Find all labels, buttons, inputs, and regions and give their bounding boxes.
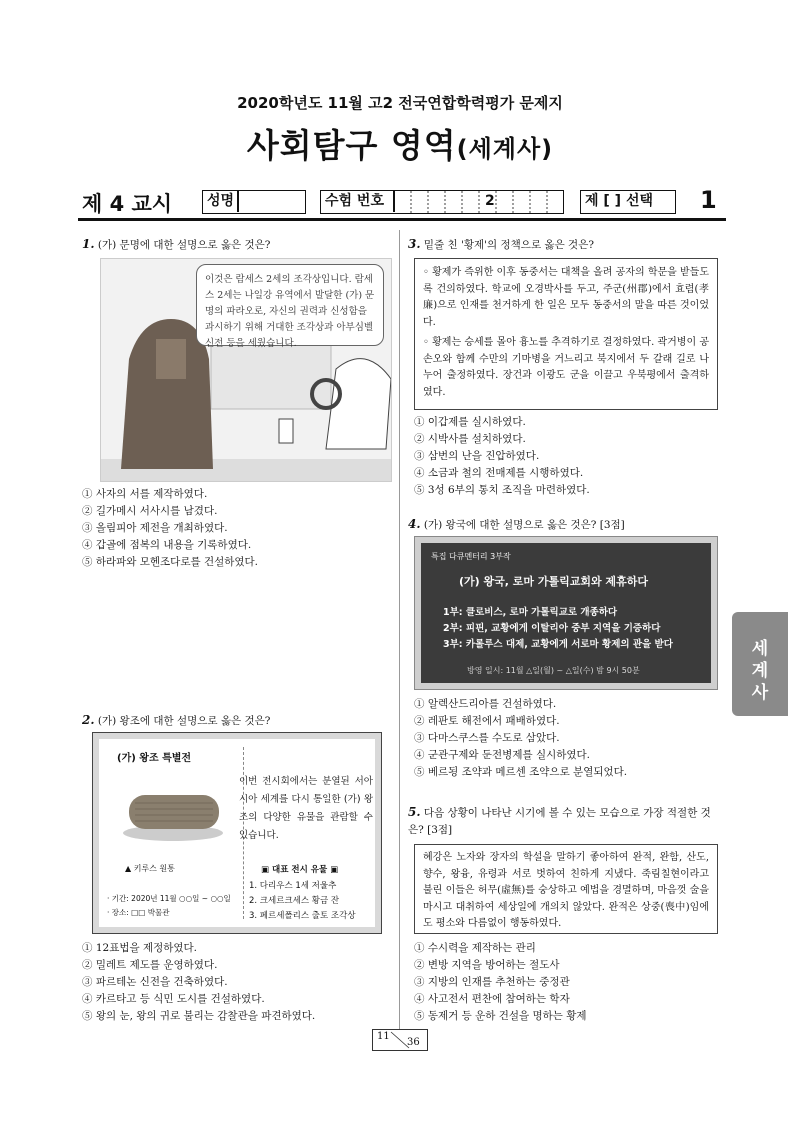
q4-tv-line-2: 2부: 피핀, 교황에게 이탈리아 중부 지역을 기증하다 (443, 623, 661, 634)
q3-options (414, 414, 590, 499)
q4-option-4[interactable]: ④ 군관구제와 둔전병제를 실시하였다. (414, 749, 590, 761)
q4-option-1[interactable]: ① 알렉산드리아를 건설하였다. (414, 698, 557, 710)
q3-option-5[interactable]: ⑤ 3성 6부의 통치 조직을 마련하였다. (414, 484, 590, 496)
q2-option-3[interactable]: ③ 파르테논 신전을 건축하였다. (82, 976, 228, 988)
q4-tv-date: 방영 일시: 11월 △일(월) ~ △일(수) 밤 9시 50분 (467, 666, 640, 675)
q2-option-5[interactable]: ⑤ 왕의 눈, 왕의 귀로 불리는 감찰관을 파견하였다. (82, 1010, 316, 1022)
q3-option-3[interactable]: ③ 삼번의 난을 진압하였다. (414, 450, 540, 462)
q3-option-4[interactable]: ④ 소금과 철의 전매제를 시행하였다. (414, 467, 584, 479)
page-counter (372, 1029, 428, 1051)
q2-exhibit-2: 2. 크세르크세스 황금 잔 (249, 896, 340, 906)
q5-option-4[interactable]: ④ 사고전서 편찬에 참여하는 학자 (414, 993, 570, 1005)
q2-exhibit-list (249, 879, 356, 924)
q2-stem-text: (가) 왕조에 대한 설명으로 옳은 것은? (97, 715, 271, 727)
q5-stem-text: 다음 상황이 나타난 시기에 볼 수 있는 모습으로 가장 적절한 것은? [3점] (408, 807, 711, 836)
q2-option-4[interactable]: ④ 카르타고 등 식민 도시를 건설하였다. (82, 993, 265, 1005)
q4-tv-lines (443, 605, 673, 653)
q4-option-5[interactable]: ⑤ 베르됭 조약과 메르센 조약으로 분열되었다. (414, 766, 628, 778)
exam-number-label: 수험 번호 (325, 193, 384, 209)
q1-stem (82, 236, 270, 254)
q2-options (82, 940, 315, 1025)
q2-poster-title: (가) 왕조 특별전 (117, 753, 192, 764)
choice-field[interactable] (580, 190, 676, 214)
subject-side-tab: 세 계 사 (732, 612, 788, 716)
name-field[interactable] (202, 190, 306, 214)
q3-number: 3. (408, 237, 421, 251)
q2-option-1[interactable]: ① 12표법을 제정하였다. (82, 942, 198, 954)
q3-paragraph-2: ◦ 황제는 승세를 몰아 흉노를 추격하기로 결정하였다. 곽거병이 공손오와 함께 수만의 기마병을 거느리고 북지에서 두 갈래 길로 나누어 출정하였다. 장건과 이광도 군을 이끌고 우북평에서 출격하였다. (423, 337, 709, 398)
q1-speech-bubble (196, 264, 384, 349)
q5-option-1[interactable]: ① 수시력을 제작하는 관리 (414, 942, 536, 954)
subject-title (0, 120, 800, 167)
q2-image-caption: ▲ 키루스 원통 (125, 864, 175, 873)
period-label: 제 4 교시 (82, 192, 173, 216)
q1-options (82, 486, 258, 571)
q2-place-info: · 장소: □□ 박물관 (107, 908, 170, 917)
q5-option-5[interactable]: ⑤ 동제거 등 운하 건설을 명하는 황제 (414, 1010, 587, 1022)
q4-stem (408, 516, 625, 534)
q1-number: 1. (82, 237, 95, 251)
q3-passage-box (414, 258, 718, 410)
q3-paragraph-1: ◦ 황제가 즉위한 이후 동중서는 대책을 올려 공자의 학문을 받들도록 건의하였다. 학교에 오경박사를 두고, 주군(州郡)에서 효렴(孝廉)으로 인재를 천거하게 한 일은 모두 동중서의 말을 따른 것이었다. (423, 267, 709, 328)
q3-option-1[interactable]: ① 이갑제를 실시하였다. (414, 416, 526, 428)
q5-number: 5. (408, 805, 421, 819)
name-label: 성명 (207, 193, 235, 209)
page-number: 1 (700, 186, 717, 214)
q4-tv-small: 특집 다큐멘터리 3부작 (431, 552, 511, 561)
q1-option-4[interactable]: ④ 갑골에 점복의 내용을 기록하였다. (82, 539, 252, 551)
q1-option-1[interactable]: ① 사자의 서를 제작하였다. (82, 488, 208, 500)
q3-stem (408, 236, 594, 254)
q1-speech-text: 이것은 람세스 2세의 조각상입니다. 람세스 2세는 나일강 유역에서 발달한 (가) 문명의 파라오로, 자신의 권력과 신성함을 과시하기 위해 거대한 조각상과 아부심벨 신전 등을 세웠습니다. (205, 274, 375, 349)
q2-exhibition-poster (92, 732, 382, 934)
q1-option-3[interactable]: ③ 올림피아 제전을 개최하였다. (82, 522, 228, 534)
exam-number-digit-boxes (394, 191, 562, 213)
q4-tv-screen (414, 536, 718, 690)
q4-tv-line-1: 1부: 클로비스, 로마 가톨릭교로 개종하다 (443, 607, 618, 618)
cyrus-cylinder-image (121, 775, 225, 845)
page-total: 36 (407, 1037, 420, 1048)
column-divider (399, 230, 400, 1030)
exam-title: 2020학년도 11월 고2 전국연합학력평가 문제지 (237, 94, 563, 112)
choice-label: 제 [ ] 선택 (585, 193, 653, 209)
q2-exhibit-3: 3. 페르세폴리스 출토 조각상 (249, 911, 356, 921)
page-current: 11 (377, 1031, 390, 1042)
q2-stem (82, 712, 270, 730)
q2-option-2[interactable]: ② 밀레트 제도를 운영하였다. (82, 959, 218, 971)
subject-sub: (세계사) (456, 135, 554, 163)
q2-period-info: · 기간: 2020년 11월 ○○일 ~ ○○일 (107, 894, 231, 903)
q5-option-3[interactable]: ③ 지방의 인재를 추천하는 중정관 (414, 976, 570, 988)
header-rule (78, 218, 726, 221)
q2-number: 2. (82, 713, 95, 727)
q1-stem-text: (가) 문명에 대한 설명으로 옳은 것은? (97, 239, 271, 251)
exam-number-digit: 2 (485, 193, 495, 209)
q4-options (414, 696, 627, 781)
q1-option-2[interactable]: ② 길가메시 서사시를 남겼다. (82, 505, 218, 517)
q2-list-title: ▣ 대표 전시 유물 ▣ (261, 865, 339, 875)
q2-intro-text: 이번 전시회에서는 분열된 서아시아 세계를 다시 통일한 (가) 왕조의 다양한 유물을 관람할 수 있습니다. (239, 776, 373, 841)
q4-tv-line-3: 3부: 카롤루스 대제, 교황에게 서로마 황제의 관을 받다 (443, 639, 673, 650)
q5-options (414, 940, 587, 1025)
q4-documentary-card (421, 543, 711, 683)
q4-tv-title: (가) 왕국, 로마 가톨릭교회와 제휴하다 (459, 575, 648, 588)
q2-exhibit-1: 1. 다리우스 1세 저울추 (249, 881, 337, 891)
q4-number: 4. (408, 517, 421, 531)
q5-passage-text: 혜강은 노자와 장자의 학설을 말하기 좋아하여 완적, 완함, 산도, 향수, 왕융, 유령과 서로 벗하여 친하게 지냈다. 죽림칠현이라고 불린 이들은 허무(虛無)를 숭상하고 예법을 경멸하며, 마음껏 술을 마시고 대취하여 세상일에 개의치 않았다. 완적은 상중(喪中)임에도 평소와 다름없이 행동하였다. (423, 852, 709, 929)
q5-stem (408, 804, 724, 839)
q3-option-2[interactable]: ② 시박사를 설치하였다. (414, 433, 526, 445)
q4-option-3[interactable]: ③ 다마스쿠스를 수도로 삼았다. (414, 732, 560, 744)
q4-stem-text: (가) 왕국에 대한 설명으로 옳은 것은? [3점] (423, 519, 625, 531)
q4-option-2[interactable]: ② 레판토 해전에서 패배하였다. (414, 715, 560, 727)
exam-number-field[interactable] (320, 190, 564, 214)
q1-option-5[interactable]: ⑤ 하라파와 모헨조다로를 건설하였다. (82, 556, 258, 568)
subject-main: 사회탐구 영역 (246, 126, 457, 165)
q5-passage-box (414, 844, 718, 934)
q5-option-2[interactable]: ② 변방 지역을 방어하는 절도사 (414, 959, 560, 971)
q3-stem-text: 밑줄 친 '황제'의 정책으로 옳은 것은? (423, 239, 594, 251)
